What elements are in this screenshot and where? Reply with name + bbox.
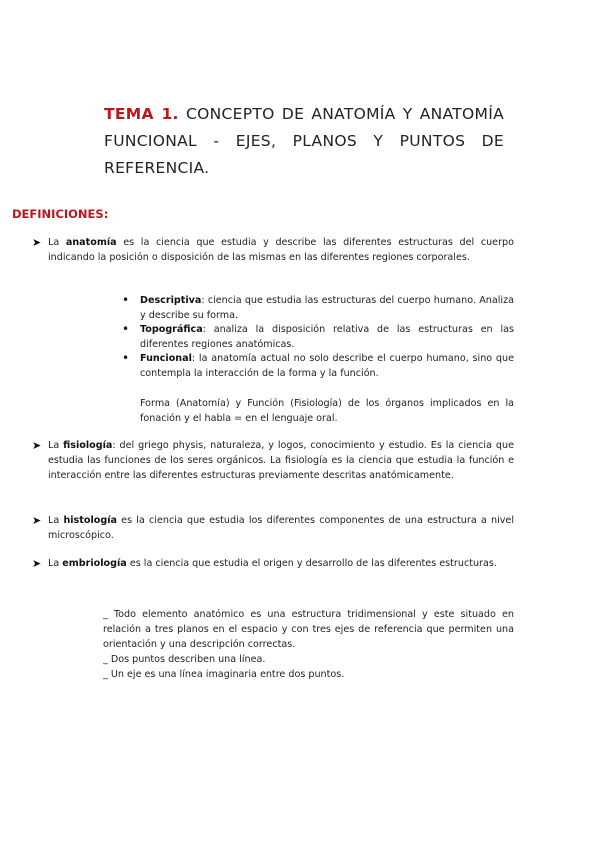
term-topografica: Topográfica: [140, 324, 203, 335]
bullet-prefix: La: [48, 515, 64, 526]
bullet-histologia: [32, 513, 514, 543]
term-descriptiva: Descriptiva: [140, 295, 202, 306]
bullet-embriologia: [32, 556, 514, 571]
note-dos-puntos: _ Dos puntos describen una línea.: [103, 654, 266, 665]
term-histologia: histología: [63, 515, 117, 526]
title-tema-number: TEMA 1.: [104, 105, 179, 123]
title-text: CONCEPTO DE ANATOMÍA Y ANATOMÍA FUNCIONAL - EJES, PLANOS Y PUNTOS DE REFERENCIA.: [104, 105, 504, 177]
type-descriptiva: [122, 293, 514, 323]
forma-funcion-paragraph: Forma (Anatomía) y Función (Fisiología) de los órganos implicados en la fonación y el habla = en el lenguaje oral.: [140, 398, 514, 424]
term-anatomia: anatomía: [65, 237, 117, 248]
dot-bullet-icon: •: [122, 293, 130, 307]
note-eje: _ Un eje es una línea imaginaria entre dos puntos.: [103, 669, 345, 680]
funcional-text: : la anatomía actual no solo describe el cuerpo humano, sino que contempla la interacción de la forma y la función.: [140, 353, 514, 379]
arrow-bullet-icon: ➤: [32, 557, 42, 570]
dot-bullet-icon: •: [122, 351, 130, 365]
anatomia-definition: es la ciencia que estudia y describe las diferentes estructuras del cuerpo indicando la posición o disposición de las mismas en las diferentes regiones corporales.: [48, 237, 514, 263]
arrow-bullet-icon: ➤: [32, 439, 42, 452]
fisiologia-definition: : del griego physis, naturaleza, y logos, conocimiento y estudio. Es la ciencia que estudia las funciones de los seres orgánicos. La fisiología es la ciencia que estudia la función e interacción entre las diferentes estructuras previamente descritas anatómicamente.: [48, 440, 514, 481]
descriptiva-text: : ciencia que estudia las estructuras del cuerpo humano. Analiza y describe su forma.: [140, 295, 514, 321]
bullet-fisiologia: [32, 438, 514, 483]
embriologia-definition: es la ciencia que estudia el origen y desarrollo de las diferentes estructuras.: [126, 558, 497, 569]
bullet-prefix: La: [48, 440, 64, 451]
bullet-anatomia: [32, 235, 514, 265]
term-fisiologia: fisiología: [63, 440, 113, 451]
bullet-prefix: La: [48, 558, 63, 569]
topografica-text: : analiza la disposición relativa de las estructuras en las diferentes regiones anatómicas.: [140, 324, 514, 350]
histologia-definition: es la ciencia que estudia los diferentes componentes de una estructura a nivel microscópico.: [48, 515, 514, 541]
note-tridimensional: _ Todo elemento anatómico es una estructura tridimensional y este situado en relación a tres planos en el espacio y con tres ejes de referencia que permiten una orientación y una descripción correctas.: [103, 609, 514, 650]
type-funcional: [122, 351, 514, 381]
arrow-bullet-icon: ➤: [32, 514, 42, 527]
term-embriologia: embriología: [62, 558, 127, 569]
document-title: [104, 101, 504, 182]
arrow-bullet-icon: ➤: [32, 236, 42, 249]
bullet-prefix: La: [48, 237, 66, 248]
term-funcional: Funcional: [140, 353, 192, 364]
dot-bullet-icon: •: [122, 322, 130, 336]
type-topografica: [122, 322, 514, 352]
definiciones-heading: DEFINICIONES:: [12, 207, 109, 221]
